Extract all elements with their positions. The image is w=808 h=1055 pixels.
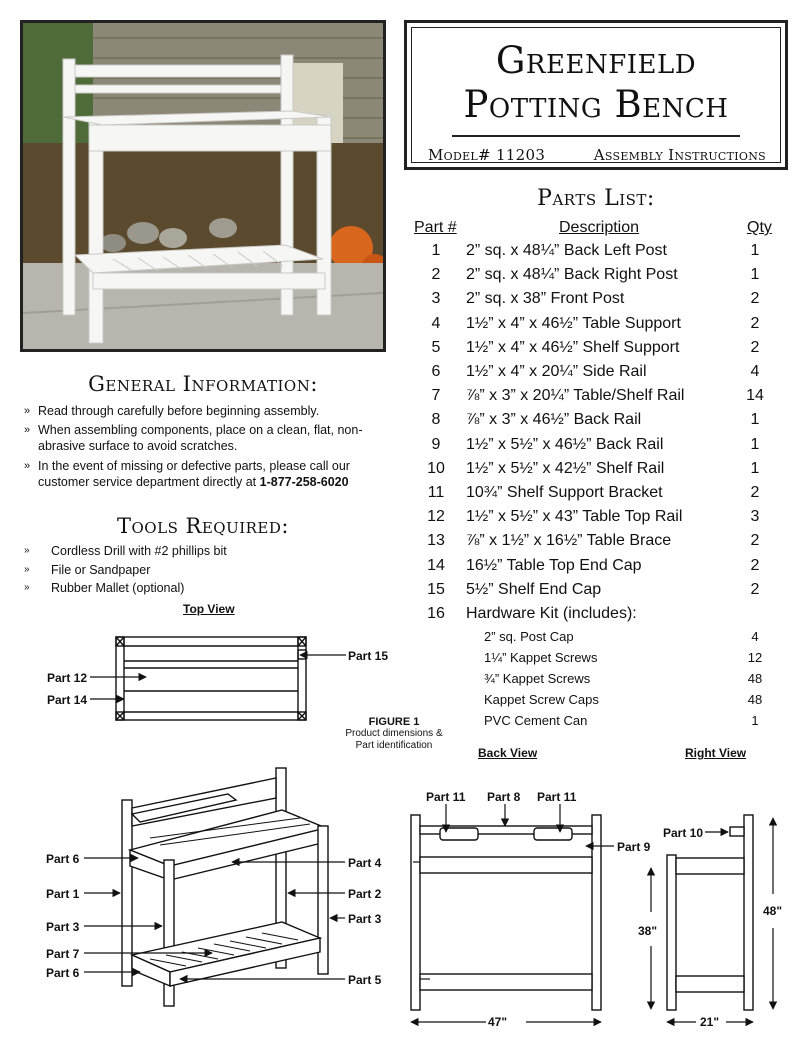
overall-height-dimension: 48" xyxy=(763,904,783,918)
back-view-label: Part 9 xyxy=(617,840,651,854)
parts-cell-desc: ⅞” x 3” x 20¼” Table/Shelf Rail xyxy=(466,387,685,405)
bullet-text: When assembling components, place on a clean, flat, non-abrasive surface to avoid scratches. xyxy=(38,423,363,453)
height-dimension: 38" xyxy=(638,924,658,938)
parts-cell-desc: 1½” x 4” x 46½” Table Support xyxy=(466,314,681,332)
parts-cell-qty: 1 xyxy=(750,435,760,453)
front-view-label: Part 4 xyxy=(348,856,382,870)
hardware-cell-qty: 48 xyxy=(747,692,763,707)
parts-cell-desc: 1½” x 4” x 20¼” Side Rail xyxy=(466,363,647,380)
customer-service-phone: 1-877-258-6020 xyxy=(259,475,349,489)
hardware-cell-desc: 2” sq. Post Cap xyxy=(484,629,574,644)
front-view-label: Part 5 xyxy=(348,973,382,987)
bullet-mark: » xyxy=(24,424,31,436)
bullet-mark: » xyxy=(24,405,31,417)
parts-cell-part: 9 xyxy=(431,435,441,453)
product-title-line2: Potting Bench xyxy=(463,83,729,126)
parts-cell-qty: 1 xyxy=(750,459,760,477)
parts-cell-desc: 2” sq. x 48¼” Back Right Post xyxy=(466,266,678,284)
parts-cell-part: 8 xyxy=(431,411,441,429)
hardware-cell-qty: 4 xyxy=(751,629,759,644)
parts-cell-desc: 1½” x 5½” x 46½” Back Rail xyxy=(466,435,664,453)
parts-cell-desc: ⅞” x 1½” x 16½” Table Brace xyxy=(466,532,672,550)
parts-cell-part: 16 xyxy=(427,605,445,622)
parts-cell-part: 3 xyxy=(431,290,441,308)
general-info-heading: General Information: xyxy=(88,372,318,396)
bullet-text: Read through carefully before beginning assembly. xyxy=(38,404,320,418)
back-view-label: Part 11 xyxy=(537,790,577,804)
top-view-title: Top View xyxy=(183,602,235,616)
parts-cell-desc: 2” sq. x 38” Front Post xyxy=(466,290,625,308)
hardware-cell-desc: 1¼” Kappet Screws xyxy=(484,650,598,665)
parts-cell-part: 7 xyxy=(431,387,441,405)
bullet-mark: » xyxy=(24,460,31,472)
front-view-label: Part 7 xyxy=(46,947,80,961)
parts-cell-desc: 5½” Shelf End Cap xyxy=(466,580,602,598)
parts-cell-desc: 1½” x 4” x 46½” Shelf Support xyxy=(466,338,680,356)
parts-cell-qty: 4 xyxy=(750,363,760,380)
front-view-label: Part 6 xyxy=(46,966,80,980)
parts-cell-part: 15 xyxy=(427,580,445,598)
product-title-line1: Greenfield xyxy=(495,39,697,82)
parts-cell-part: 6 xyxy=(431,363,441,380)
front-view-label: Part 1 xyxy=(46,887,80,901)
col-header-description: Description xyxy=(559,219,640,236)
parts-cell-qty: 2 xyxy=(750,338,760,356)
tool-item: » File or Sandpaper xyxy=(24,563,151,577)
parts-cell-qty: 2 xyxy=(750,290,760,308)
parts-cell-part: 10 xyxy=(427,459,445,477)
hardware-cell-desc: PVC Cement Can xyxy=(484,713,588,728)
hardware-cell-qty: 12 xyxy=(747,650,763,665)
col-header-qty: Qty xyxy=(747,219,772,236)
parts-cell-desc: 1½” x 5½” x 42½” Shelf Rail xyxy=(466,459,665,477)
parts-list-heading: Parts List: xyxy=(537,186,655,211)
parts-cell-qty: 2 xyxy=(750,580,760,598)
hardware-cell-qty: 48 xyxy=(747,671,763,686)
col-header-part: Part # xyxy=(414,219,457,236)
parts-cell-part: 14 xyxy=(427,556,445,574)
parts-cell-desc: 10¾” Shelf Support Bracket xyxy=(466,484,663,501)
back-view-label: Part 11 xyxy=(426,790,466,804)
model-number: Model# 11203 xyxy=(428,146,546,164)
hardware-cell-desc: Kappet Screw Caps xyxy=(484,692,599,707)
hardware-cell-desc: ¾” Kappet Screws xyxy=(484,671,591,686)
document-subtitle: Assembly Instructions xyxy=(593,146,766,164)
parts-cell-desc: ⅞” x 3” x 46½” Back Rail xyxy=(466,411,642,429)
parts-cell-qty: 3 xyxy=(750,508,760,526)
parts-cell-part: 5 xyxy=(431,338,441,356)
parts-cell-part: 4 xyxy=(431,314,441,332)
back-view-title: Back View xyxy=(478,746,538,760)
top-view-label: Part 15 xyxy=(348,649,389,663)
parts-cell-qty: 2 xyxy=(750,532,760,550)
front-view-label: Part 6 xyxy=(46,852,80,866)
parts-cell-desc: Hardware Kit (includes): xyxy=(466,605,637,622)
bullet-text: In the event of missing or defective parts, please call our customer service department directly at xyxy=(38,459,350,489)
parts-cell-qty: 1 xyxy=(750,242,760,259)
back-view-label: Part 8 xyxy=(487,790,521,804)
parts-cell-desc: 2” sq. x 48¼” Back Left Post xyxy=(466,242,667,259)
parts-cell-desc: 1½” x 5½” x 43” Table Top Rail xyxy=(466,508,683,526)
parts-cell-qty: 2 xyxy=(750,556,760,574)
parts-cell-part: 1 xyxy=(431,242,441,259)
parts-cell-part: 2 xyxy=(431,266,441,284)
parts-cell-part: 13 xyxy=(427,532,445,550)
parts-cell-part: 11 xyxy=(427,484,445,501)
parts-cell-qty: 2 xyxy=(750,314,760,332)
top-view-label: Part 14 xyxy=(47,693,88,707)
width-dimension: 47" xyxy=(488,1015,508,1029)
parts-cell-part: 12 xyxy=(427,508,445,526)
depth-dimension: 21" xyxy=(700,1015,720,1029)
parts-cell-qty: 1 xyxy=(750,411,760,429)
hardware-cell-qty: 1 xyxy=(751,713,759,728)
tools-heading: Tools Required: xyxy=(117,514,289,538)
tool-item: » Cordless Drill with #2 phillips bit xyxy=(24,544,227,558)
parts-cell-qty: 14 xyxy=(746,387,764,405)
right-view-label: Part 10 xyxy=(663,826,704,840)
front-view-label: Part 2 xyxy=(348,887,382,901)
parts-cell-qty: 1 xyxy=(750,266,760,284)
front-view-label: Part 3 xyxy=(348,912,382,926)
right-view-title: Right View xyxy=(685,746,747,760)
parts-cell-desc: 16½” Table Top End Cap xyxy=(466,556,642,574)
top-view-label: Part 12 xyxy=(47,671,88,685)
tool-item: » Rubber Mallet (optional) xyxy=(24,581,185,595)
figure-caption: FIGURE 1 Product dimensions & Part identification xyxy=(345,716,443,751)
front-view-label: Part 3 xyxy=(46,920,80,934)
parts-cell-qty: 2 xyxy=(750,484,760,501)
